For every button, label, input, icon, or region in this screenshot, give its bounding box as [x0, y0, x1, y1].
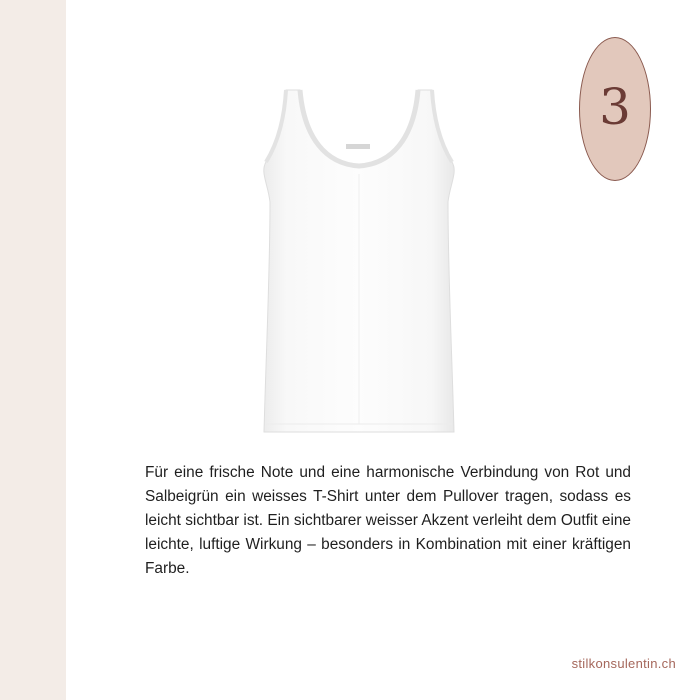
product-image	[246, 84, 472, 440]
side-strip	[0, 0, 66, 700]
footer-website[interactable]: stilkonsulentin.ch	[571, 656, 676, 671]
tank-top-icon	[246, 84, 472, 440]
step-number: 3	[599, 78, 631, 136]
description-text: Für eine frische Note und eine harmonische Verbindung von Rot und Salbeigrün ein weisses T-Shirt unter dem Pullover tragen, sodass es leicht sichtbar ist. Ein sichtbarer weisser Akzent verleiht dem Outfit eine leichte, luftige Wirkung – besonders in Kombination mit einer kräftigen Farbe.	[145, 464, 631, 577]
step-number-badge	[579, 37, 651, 181]
